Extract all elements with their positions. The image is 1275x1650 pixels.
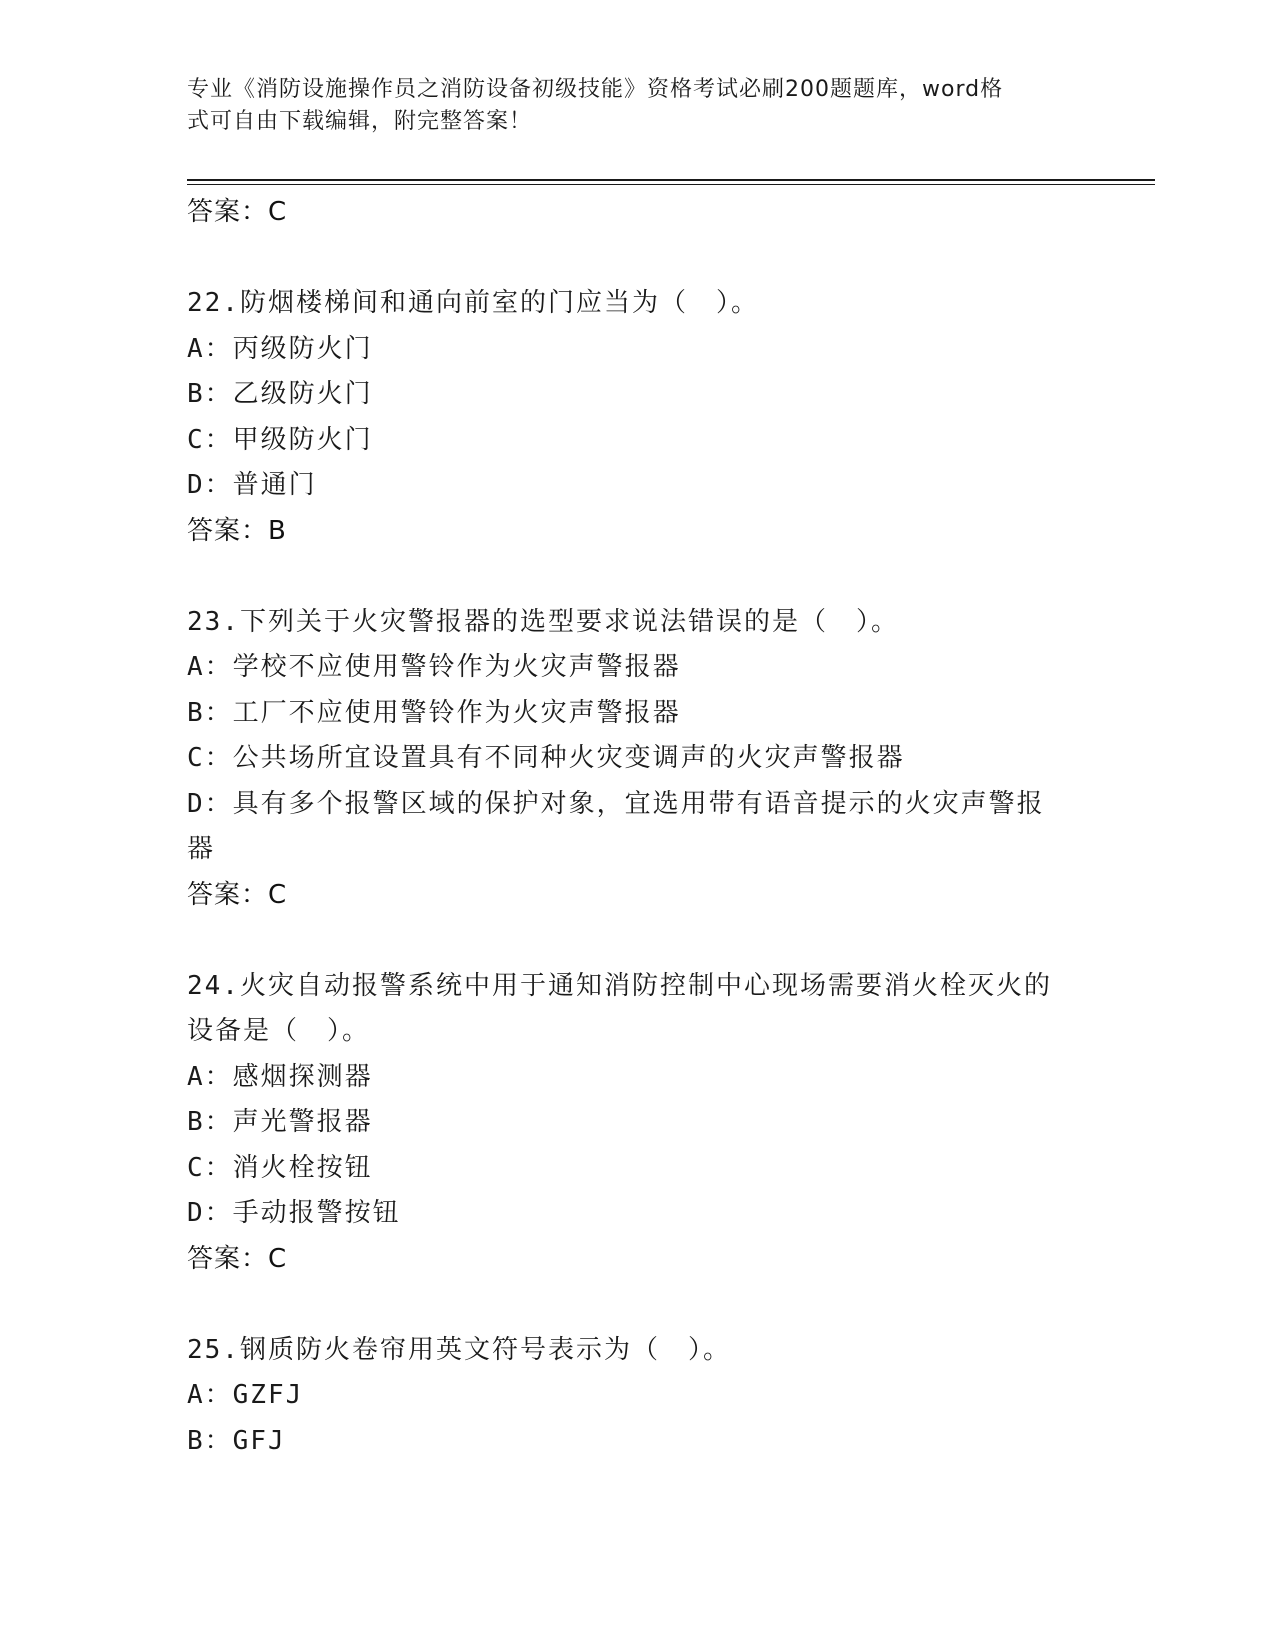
option-b: B：工厂不应使用警铃作为火灾声警报器: [187, 697, 681, 728]
answer: 答案：B: [187, 515, 287, 546]
option-c: C：消火栓按钮: [187, 1152, 373, 1183]
option-d-continued: 器: [187, 834, 216, 864]
header-rule-thick: [187, 179, 1155, 181]
option-a: A：学校不应使用警铃作为火灾声警报器: [187, 652, 681, 682]
page-header: [187, 74, 1067, 138]
option-c: C：公共场所宜设置具有不同种火灾变调声的火灾声警报器: [187, 743, 905, 773]
option-b: B：声光警报器: [187, 1107, 373, 1137]
spacer: [187, 236, 1087, 282]
header-line-1: 专业《消防设施操作员之消防设备初级技能》资格考试必刷200题题库，word格: [187, 77, 1004, 102]
question-stem: 25.钢质防火卷帘用英文符号表示为（ ）。: [187, 1334, 731, 1365]
option-a: A：丙级防火门: [187, 333, 373, 364]
spacer: [187, 554, 1087, 600]
answer: 答案：C: [187, 879, 288, 910]
option-d: D：普通门: [187, 470, 317, 500]
question-stem-line-1: 24.火灾自动报警系统中用于通知消防控制中心现场需要消火栓灭火的: [187, 970, 1052, 1001]
option-d: D：具有多个报警区域的保护对象，宜选用带有语音提示的火灾声警报: [187, 788, 1045, 819]
question-22: [187, 281, 1087, 554]
answer: 答案：C: [187, 1243, 288, 1274]
question-stem: 22.防烟楼梯间和通向前室的门应当为（ ）。: [187, 288, 759, 318]
option-b: B：乙级防火门: [187, 379, 373, 409]
option-b: B：GFJ: [187, 1425, 286, 1456]
question-23: [187, 600, 1087, 919]
question-stem-line-2: 设备是（ ）。: [187, 1016, 371, 1046]
spacer: [187, 1282, 1087, 1328]
question-25: [187, 1328, 1087, 1465]
question-list: [187, 190, 1087, 1464]
option-c: C：甲级防火门: [187, 424, 373, 455]
spacer: [187, 918, 1087, 964]
header-rule-thin: [187, 184, 1155, 185]
question-24: [187, 964, 1087, 1283]
previous-answer: 答案：C: [187, 197, 288, 227]
option-a: A：GZFJ: [187, 1380, 304, 1410]
option-a: A：感烟探测器: [187, 1061, 373, 1092]
header-line-2: 式可自由下载编辑，附完整答案！: [187, 109, 533, 134]
question-stem: 23.下列关于火灾警报器的选型要求说法错误的是（ ）。: [187, 606, 899, 637]
option-d: D：手动报警按钮: [187, 1198, 401, 1228]
